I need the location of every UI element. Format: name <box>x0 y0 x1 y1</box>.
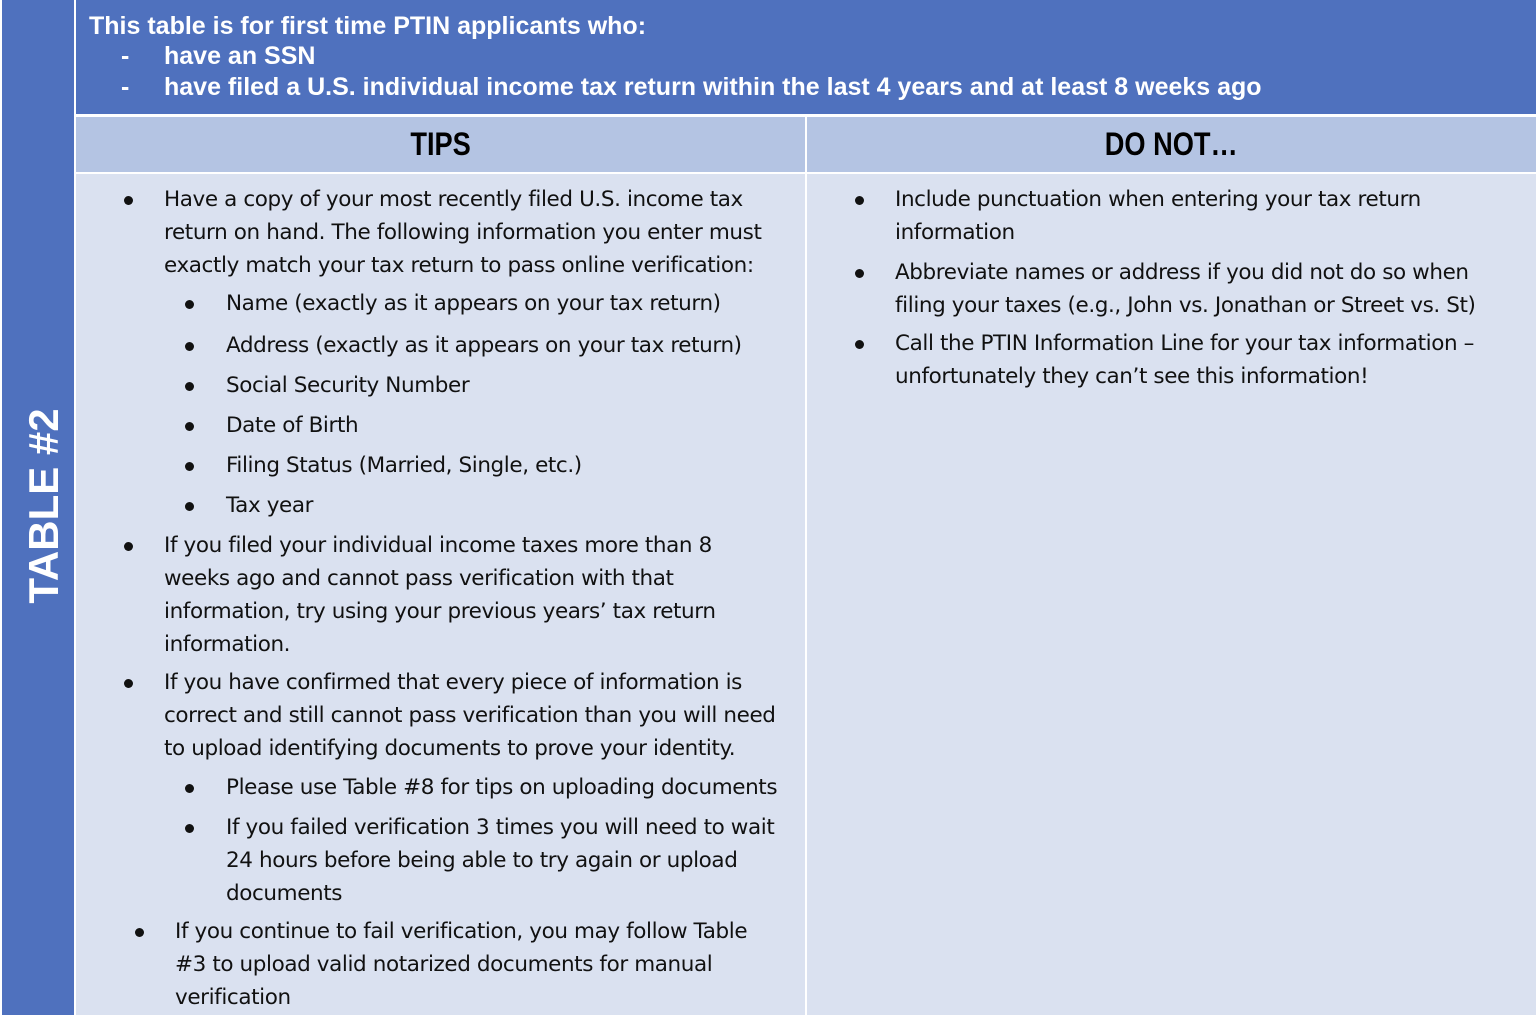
do-not-list-item <box>895 327 1535 393</box>
banner-title: This table is for first time PTIN applicants who: <box>89 12 647 40</box>
item-line: information <box>895 220 1015 245</box>
item-line: Include punctuation when entering your tax return <box>895 187 1421 212</box>
bullet-icon <box>855 269 864 278</box>
item-line: Name (exactly as it appears on your tax return) <box>226 291 721 316</box>
item-line: Have a copy of your most recently filed U.S. income tax <box>164 187 743 212</box>
tips-sub-item <box>226 329 796 362</box>
table-number-sidebar <box>2 0 74 1015</box>
applicant-criteria-banner <box>76 0 1536 114</box>
do-not-column <box>807 174 1536 1015</box>
item-line: unfortunately they can’t see this information! <box>895 364 1369 389</box>
bullet-icon <box>185 784 194 793</box>
item-line: correct and still cannot pass verification than you will need <box>164 703 776 728</box>
item-line: documents <box>226 881 343 906</box>
item-line: exactly match your tax return to pass online verification: <box>164 253 754 278</box>
item-line: Tax year <box>226 493 314 518</box>
tips-sub-item <box>226 409 796 442</box>
item-line: Social Security Number <box>226 373 470 398</box>
item-line: Please use Table #8 for tips on uploading documents <box>226 775 778 800</box>
bullet-icon <box>135 928 144 937</box>
item-line: Filing Status (Married, Single, etc.) <box>226 453 582 478</box>
item-line: return on hand. The following information you enter must <box>164 220 762 245</box>
item-line: information, try using your previous years’ tax return <box>164 599 716 624</box>
dash-marker: - <box>121 73 130 101</box>
item-line: If you have confirmed that every piece of information is <box>164 670 742 695</box>
bullet-icon <box>185 300 194 309</box>
tips-column-header <box>76 117 805 172</box>
criteria-text: have filed a U.S. individual income tax return within the last 4 years and at least 8 weeks ago <box>164 73 1262 101</box>
bullet-icon <box>124 679 133 688</box>
dash-marker: - <box>121 42 130 70</box>
tips-column <box>76 174 805 1015</box>
tips-sub-item <box>226 449 796 482</box>
bullet-icon <box>855 340 864 349</box>
item-line: If you failed verification 3 times you will need to wait <box>226 815 775 840</box>
item-line: Date of Birth <box>226 413 359 438</box>
tips-sub-item <box>226 287 796 320</box>
criteria-text: have an SSN <box>164 42 316 70</box>
tips-list-item <box>164 183 804 282</box>
bullet-icon <box>855 196 864 205</box>
tips-sub-item <box>226 489 796 522</box>
tips-list-item <box>175 915 800 1014</box>
tips-sub-item <box>226 811 801 910</box>
item-line: If you filed your individual income taxes more than 8 <box>164 533 712 558</box>
bullet-icon <box>185 502 194 511</box>
item-line: If you continue to fail verification, you may follow Table <box>175 919 748 944</box>
tips-sub-item <box>226 369 796 402</box>
item-line: Call the PTIN Information Line for your tax information – <box>895 331 1474 356</box>
item-line: information. <box>164 632 291 657</box>
do-not-list-item <box>895 256 1535 322</box>
bullet-icon <box>185 342 194 351</box>
table-number-label: TABLE #2 <box>20 408 67 604</box>
tips-list-item <box>164 529 804 661</box>
tips-sub-item <box>226 771 801 804</box>
bullet-icon <box>124 542 133 551</box>
do-not-header-label: DO NOT… <box>1105 126 1238 162</box>
item-line: Address (exactly as it appears on your tax return) <box>226 333 742 358</box>
item-line: weeks ago and cannot pass verification with that <box>164 566 674 591</box>
bullet-icon <box>185 462 194 471</box>
item-line: to upload identifying documents to prove your identity. <box>164 736 736 761</box>
item-line: 24 hours before being able to try again or upload <box>226 848 738 873</box>
do-not-column-header <box>807 117 1536 172</box>
bullet-icon <box>185 382 194 391</box>
item-line: filing your taxes (e.g., John vs. Jonathan or Street vs. St) <box>895 293 1476 318</box>
tips-list-item <box>164 666 804 765</box>
do-not-list-item <box>895 183 1535 249</box>
item-line: verification <box>175 985 291 1010</box>
bullet-icon <box>185 824 194 833</box>
item-line: Abbreviate names or address if you did not do so when <box>895 260 1469 285</box>
item-line: #3 to upload valid notarized documents for manual <box>175 952 713 977</box>
bullet-icon <box>185 422 194 431</box>
tips-header-label: TIPS <box>410 126 471 162</box>
bullet-icon <box>124 196 133 205</box>
